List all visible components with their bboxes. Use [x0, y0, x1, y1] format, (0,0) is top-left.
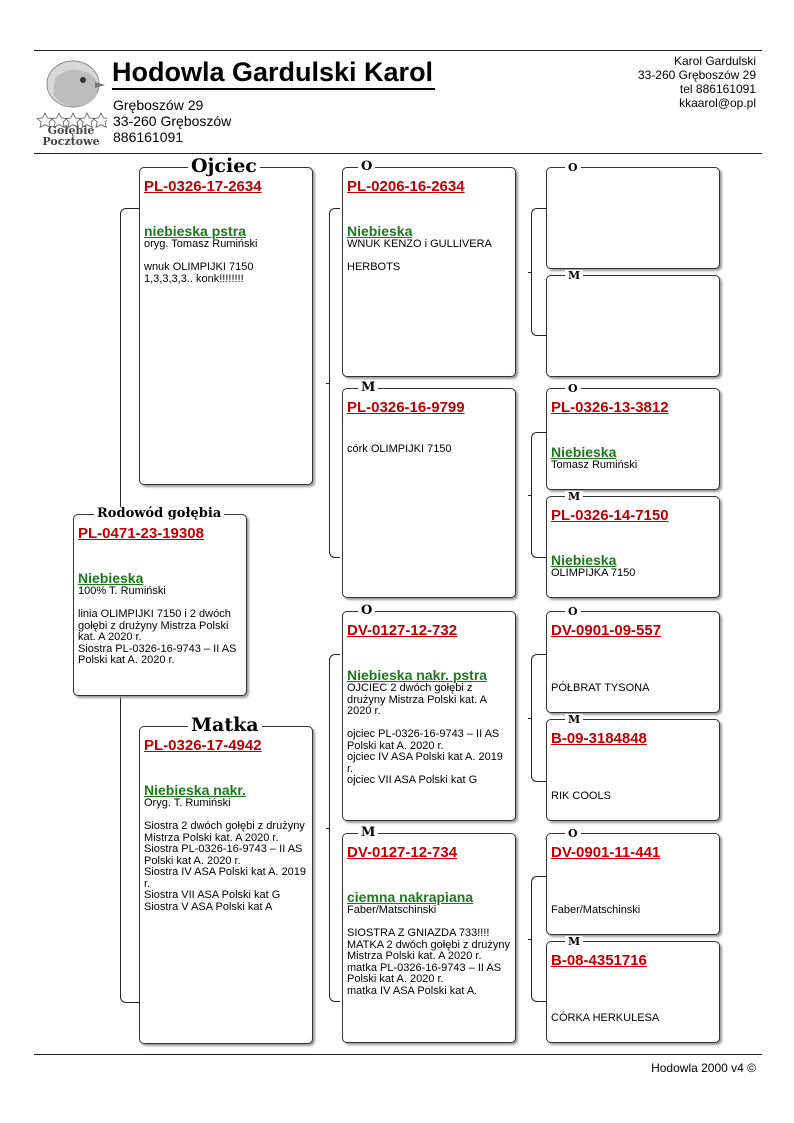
- ring-number: PL-0326-17-4942: [144, 737, 262, 754]
- contact-block: [638, 54, 756, 110]
- pigeon-color: Niebieska: [78, 570, 144, 586]
- pigeon-info: CÓRKA HERKULESA: [551, 1012, 660, 1024]
- pigeon-color: niebieska pstra: [144, 223, 246, 239]
- subject-label: Rodowód gołębia: [94, 507, 224, 520]
- mm-label: M: [358, 826, 378, 839]
- ring-number: PL-0471-23-19308: [78, 525, 204, 542]
- mff-label: O: [565, 606, 581, 617]
- ff-label: O: [358, 160, 375, 173]
- ring-number: PL-0206-16-2634: [347, 178, 465, 195]
- pigeon-info: córk OLIMPIJKI 7150: [347, 443, 452, 455]
- fmf-label: O: [565, 383, 581, 394]
- logo: [35, 58, 107, 146]
- pigeon-color: Niebieska: [347, 223, 413, 239]
- pigeon-card-mfm[interactable]: [546, 719, 720, 821]
- ring-number: PL-0326-13-3812: [551, 399, 669, 416]
- pigeon-color: Niebieska nakr.: [144, 782, 246, 798]
- header-top-rule: [34, 50, 762, 51]
- pigeon-info: WNUK KENZO i GULLIVERA HERBOTS: [347, 238, 492, 273]
- footer-credit: Hodowla 2000 v4 ©: [651, 1061, 756, 1075]
- mmf-label: O: [565, 828, 581, 839]
- pigeon-info: Tomasz Rumiński: [551, 459, 638, 471]
- pigeon-card-ff[interactable]: [342, 167, 516, 377]
- fm-label: M: [358, 381, 378, 394]
- pigeon-info: OLIMPIJKA 7150: [551, 567, 636, 579]
- ring-number: DV-0901-11-441: [551, 844, 661, 861]
- address-line: Gręboszów 29: [113, 97, 204, 113]
- mfm-label: M: [565, 714, 583, 725]
- fff-label: O: [565, 162, 581, 173]
- mf-label: O: [358, 604, 375, 617]
- fmm-label: M: [565, 491, 583, 502]
- contact-line: 33-260 Gręboszów 29: [637, 68, 756, 82]
- pigeon-card-subject[interactable]: [73, 514, 247, 696]
- pigeon-card-fmf[interactable]: [546, 388, 720, 490]
- pigeon-info: 100% T. Rumiński linia OLIMPIJKI 7150 i 2 dwóch gołębi z drużyny Mistrza Polski kat. A 2020 r. Siostra PL-0326-16-9743 – II AS Polski kat A. 2020 r.: [78, 585, 237, 666]
- pigeon-color: Niebieska: [551, 552, 617, 568]
- pigeon-color: ciemna nakrapiana: [347, 889, 474, 905]
- connector-mm: [531, 876, 546, 1002]
- ring-number: B-08-4351716: [551, 952, 647, 969]
- pigeon-card-father[interactable]: [139, 167, 313, 485]
- contact-line: tel 886161091: [679, 82, 756, 96]
- address-line: 886161091: [113, 129, 184, 145]
- pigeon-card-mmm[interactable]: [546, 941, 720, 1043]
- connector-ff: [531, 208, 546, 336]
- ring-number: DV-0127-12-734: [347, 844, 458, 861]
- pigeon-info: OJCIEC 2 dwóch gołębi z drużyny Mistrza Polski kat. A 2020 r. ojciec PL-0326-16-9743 – II AS Polski kat A. 2020 r. ojciec IV ASA Polski kat A. 2019 r. ojciec VII ASA Polski kat G: [347, 682, 503, 786]
- pigeon-card-mother[interactable]: [139, 726, 313, 1044]
- pigeon-card-mff[interactable]: [546, 611, 720, 713]
- connector-fm: [531, 432, 546, 558]
- connector-father: [329, 208, 340, 558]
- pigeon-card-mf[interactable]: [342, 611, 516, 821]
- pigeon-card-fff[interactable]: [546, 167, 720, 269]
- pigeon-info: RIK COOLS: [551, 790, 611, 802]
- pigeon-color: Niebieska nakr. pstra: [347, 667, 488, 683]
- pigeon-info: Faber/Matschinski: [551, 904, 641, 916]
- pigeon-card-fm[interactable]: [342, 388, 516, 598]
- pigeon-card-fmm[interactable]: [546, 496, 720, 598]
- pigeon-info: Faber/Matschinski SIOSTRA Z GNIAZDA 733!!!! MATKA 2 dwóch gołębi z drużyny Mistrza Polski kat. A 2020 r. matka PL-0326-16-9743 – II AS Polski kat A. 2020 r. matka IV ASA Polski kat A.: [347, 904, 511, 997]
- pigeon-info: PÓŁBRAT TYSONA: [551, 682, 650, 694]
- pigeon-card-mm[interactable]: [342, 833, 516, 1043]
- contact-line: Karol Gardulski: [673, 54, 756, 68]
- pigeon-color: Niebieska: [551, 444, 617, 460]
- header-bottom-rule: [34, 153, 762, 154]
- pigeon-info: Oryg. T. Rumiński Siostra 2 dwóch gołębi z drużyny Mistrza Polski kat. A 2020 r. Siostra PL-0326-16-9743 – II AS Polski kat A. 2020 r. Siostra IV ASA Polski kat A. 2019 r. Siostra VII ASA Polski kat G Siostra V ASA Polski kat A: [144, 797, 307, 913]
- connector-mother: [329, 654, 340, 1002]
- page-title: Hodowla Gardulski Karol: [112, 56, 435, 90]
- ring-number: DV-0127-12-732: [347, 622, 458, 639]
- pigeon-card-ffm[interactable]: [546, 275, 720, 377]
- ring-number: DV-0901-09-557: [551, 622, 662, 639]
- ring-number: B-09-3184848: [551, 730, 647, 747]
- mother-label: Matka: [188, 716, 262, 735]
- ffm-label: M: [565, 270, 583, 281]
- pigeon-card-mmf[interactable]: [546, 833, 720, 935]
- footer-rule: [34, 1054, 762, 1055]
- breeder-address: [113, 97, 231, 145]
- address-line: 33-260 Gręboszów: [113, 113, 232, 129]
- ring-number: PL-0326-16-9799: [347, 399, 465, 416]
- ring-number: PL-0326-14-7150: [551, 507, 669, 524]
- logo-line2: Pocztowe: [42, 135, 100, 146]
- connector-mf: [531, 654, 546, 782]
- pigeon-head-icon: [35, 58, 107, 146]
- logo-line1: Gołębie: [47, 124, 95, 137]
- mmm-label: M: [565, 936, 583, 947]
- pigeon-info: oryg. Tomasz Rumiński wnuk OLIMPIJKI 7150 1,3,3,3,3.. konk!!!!!!!!: [144, 238, 258, 285]
- ring-number: PL-0326-17-2634: [144, 178, 262, 195]
- contact-line: kkaarol@op.pl: [679, 96, 756, 110]
- father-label: Ojciec: [188, 157, 260, 176]
